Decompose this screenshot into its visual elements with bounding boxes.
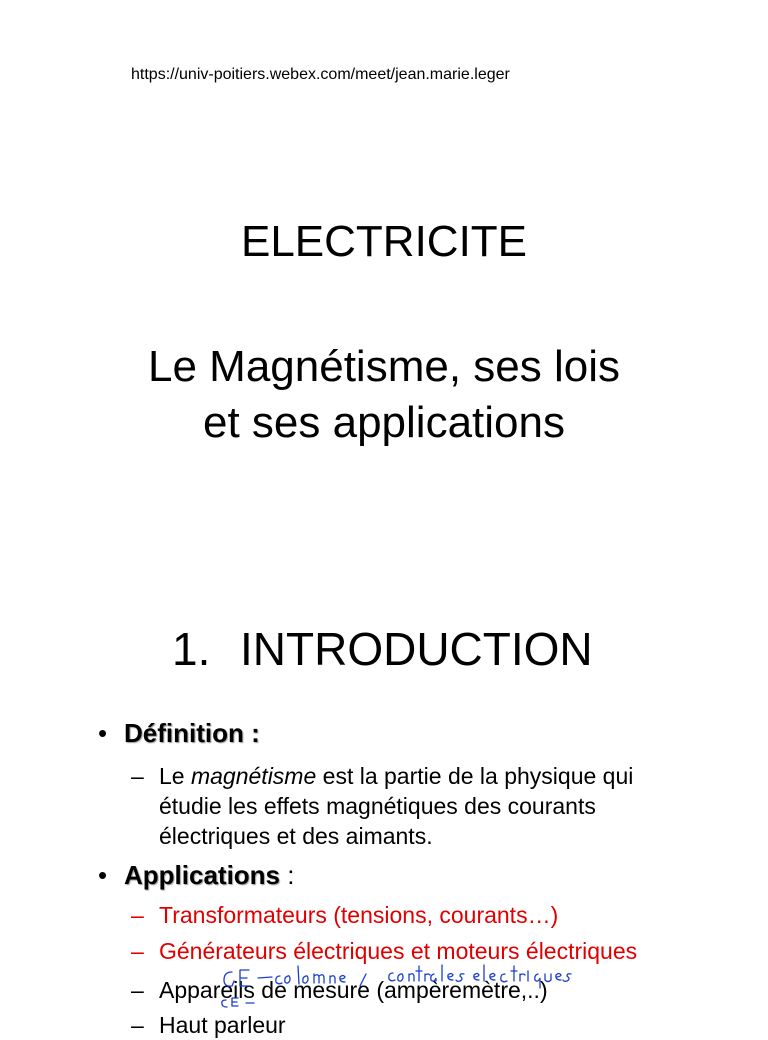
definition-line-2: étudie les effets magnétiques des courants [159,793,596,819]
page-title: ELECTRICITE [240,217,528,266]
bullet-icon: • [98,718,108,748]
definition-text: – Le magnétisme est la partie de la physique qui étudie les effets magnétiques des courants électriques et des aimants. [131,761,731,851]
dash-icon: – [131,938,144,964]
bullet-definition [98,718,260,749]
subtitle-line-2: et ses applications [203,398,565,447]
bullet-applications: • Applications : [98,860,295,890]
section-title: INTRODUCTION [240,623,593,675]
applications-heading: Applications [124,860,281,890]
subtitle-line-1: Le Magnétisme, ses lois [148,342,620,391]
meeting-url: https://univ-poitiers.webex.com/meet/jean.marie.leger [131,66,510,83]
dash-icon: – [131,902,144,928]
definition-line-3: électriques et des aimants. [159,823,433,849]
section-number: 1. [172,623,211,675]
bullet-icon: • [98,860,108,890]
application-item-3: – Appareils de mesure (ampèremètre,..) [131,977,548,1003]
dash-icon: – [131,1012,144,1038]
dash-icon: – [131,763,144,789]
application-item-1: – Transformateurs (tensions, courants…) [131,902,559,928]
term-magnetisme: magnétisme [190,763,317,789]
application-item-2: – Générateurs électriques et moteurs électriques [131,938,638,964]
application-item-4: – Haut parleur [131,1012,286,1038]
section-heading [172,619,593,679]
dash-icon: – [131,977,144,1003]
definition-heading: Définition : [124,718,260,748]
